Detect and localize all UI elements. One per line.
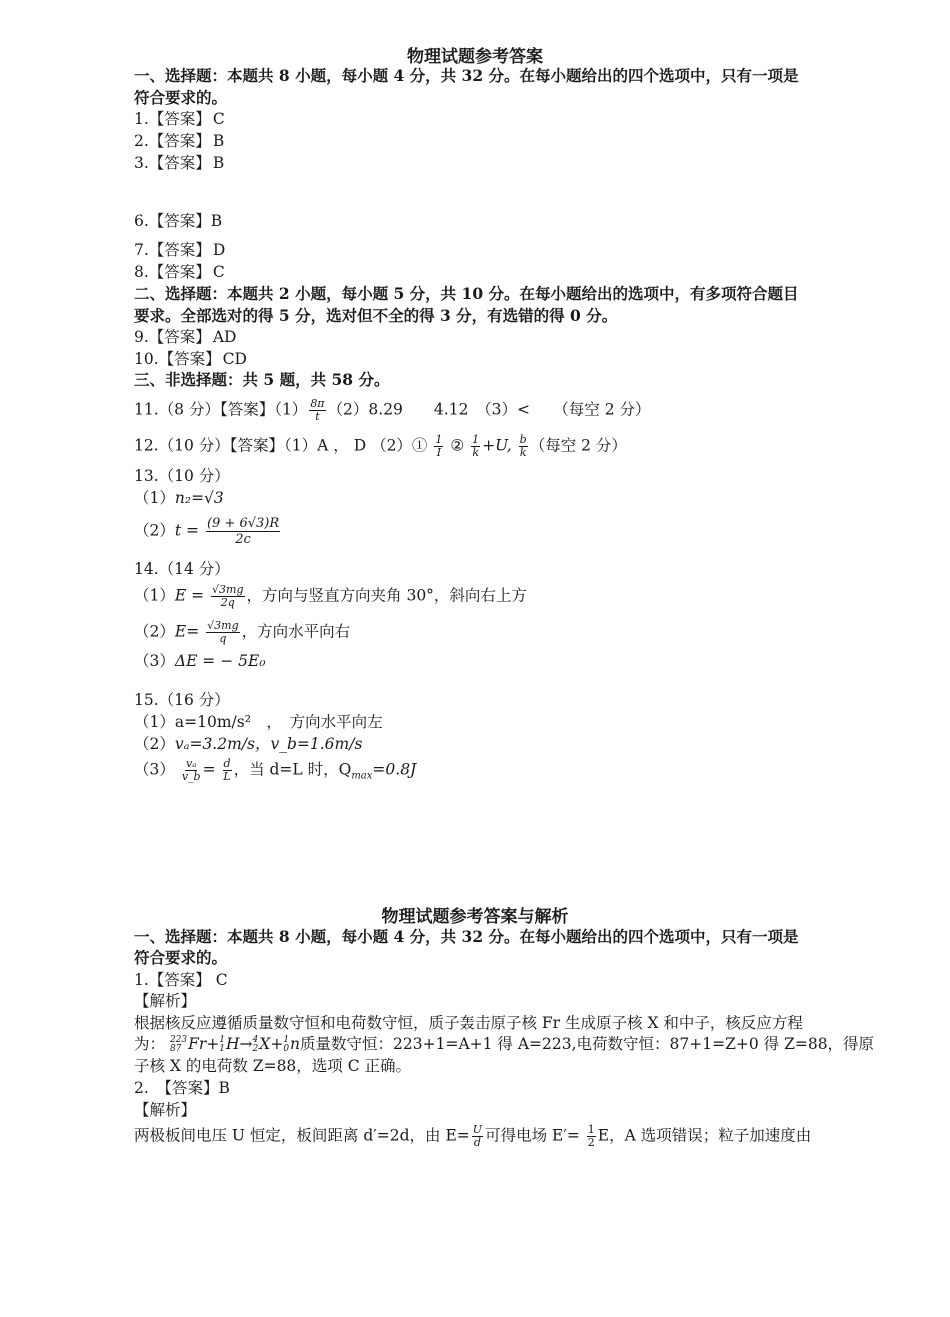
answer-12: 12.（10 分）【答案】（1）A ， D （2）① $\frac{1}{I}$ ② $\frac{1}{k}$ +U, $\frac{b}{k}$ （每空 2 分）	[134, 433, 627, 459]
page-title: 物理试题参考答案	[407, 47, 543, 67]
section-1-heading-cont: 符合要求的。	[134, 88, 228, 107]
fraction: $\frac{\text{vₐ}}{v\_b}$	[181, 757, 201, 783]
question-14-head: 14.（14 分）	[134, 560, 230, 578]
section-1-heading: 一、选择题：本题共 8 小题，每小题 4 分，共 32 分。在每小题给出的四个选项中，只有一项是	[134, 66, 799, 85]
answer-14-1: （1）E = $\frac{√3mg}{2q}$ ，方向与竖直方向夹角 30°，斜向右上方	[134, 583, 527, 609]
fraction: $\frac{U}{d}$	[472, 1123, 483, 1149]
analysis-label-2: 【解析】	[134, 1101, 197, 1119]
fraction: $\frac{b}{k}$	[519, 433, 527, 459]
answer-3: 3.【答案】 B	[134, 154, 225, 172]
section-3-heading: 三、非选择题：共 5 题，共 58 分。	[134, 370, 390, 389]
answer-14-2: （2）E= $\frac{√3mg}{q}$ ，方向水平向右	[134, 619, 351, 645]
answer-6-cut: 6.【答案】B	[134, 212, 223, 230]
analysis-1-line-2: 为： 223 87 Fr+ 1 1 H→ 4 2 X+ 1 0 n质量数守恒：223+1=A+1 得 A=223,电荷数守恒：87+1=Z+0 得 Z=88，得原	[134, 1035, 875, 1054]
section-1-heading-2-cont: 符合要求的。	[134, 948, 228, 967]
fraction: $\frac{√3mg}{q}$	[207, 619, 239, 645]
fraction: $\frac{1}{2}$	[587, 1123, 595, 1149]
page-title-2: 物理试题参考答案与解析	[381, 907, 569, 927]
question-13-head: 13.（10 分）	[134, 467, 230, 485]
answer-15-3: （3） $\frac{\text{vₐ}}{v\_b}$ = $\frac{d}{L}$ ，当 d=L 时，$Q_{max}=0.8J$	[134, 757, 417, 783]
answer-13-1: （1）n₂=√3	[134, 489, 224, 507]
answer-15-1: （1）a=10m/s² ， 方向水平向左	[134, 713, 383, 731]
fraction: $\frac{1}{I}$	[435, 433, 443, 459]
analysis-1-line-3: 子核 X 的电荷数 Z=88，选项 C 正确。	[134, 1057, 412, 1075]
analysis-label-1: 【解析】	[134, 992, 197, 1010]
answer-1-detail: 1.【答案】 C	[134, 971, 228, 989]
section-1-heading-2: 一、选择题：本题共 8 小题，每小题 4 分，共 32 分。在每小题给出的四个选项中，只有一项是	[134, 927, 799, 946]
analysis-2-line-1: 两极板间电压 U 恒定，板间距离 d′=2d，由 E= $\frac{U}{d}$ 可得电场 E′= $\frac{1}{2}$ E，A 选项错误；粒子加速度由	[134, 1123, 812, 1149]
nuclear-equation: 223 87 Fr+ 1 1 H→ 4 2 X+ 1 0 n	[169, 1035, 301, 1054]
answer-7: 7.【答案】 D	[134, 241, 226, 259]
answer-14-3: （3）ΔE = − 5E₀	[134, 652, 266, 670]
analysis-1-line-1: 根据核反应遵循质量数守恒和电荷数守恒，质子轰击原子核 Fr 生成原子核 X 和中子，核反应方程	[134, 1014, 803, 1032]
answer-11: 11.（8 分）【答案】（1） $\frac{8\pi}{t}$ （2）8.29 4.12 （3）< （每空 2 分）	[134, 397, 651, 423]
answer-1: 1.【答案】 C	[134, 110, 225, 128]
answer-8: 8.【答案】 C	[134, 263, 225, 281]
fraction: $\frac{d}{L}$	[223, 757, 231, 783]
fraction: $\frac{1}{k}$	[472, 433, 480, 459]
question-15-head: 15.（16 分）	[134, 691, 230, 709]
answer-10: 10.【答案】 CD	[134, 350, 247, 368]
fraction: $\frac{8\pi}{t}$	[310, 397, 325, 423]
answer-9: 9.【答案】 AD	[134, 328, 237, 346]
section-2-heading: 二、选择题：本题共 2 小题，每小题 5 分，共 10 分。在每小题给出的选项中，有多项符合题目	[134, 284, 799, 303]
answer-2-detail: 2. 【答案】B	[134, 1079, 230, 1097]
fraction: $\frac{(9 + 6√3)R}{2c}$	[206, 516, 280, 547]
answer-15-2: （2）vₐ=3.2m/s，v_b=1.6m/s	[134, 735, 363, 753]
section-2-heading-cont: 要求。全部选对的得 5 分，选对但不全的得 3 分，有选错的得 0 分。	[134, 306, 618, 325]
answer-13-2: （2）t = $\frac{(9 + 6√3)R}{2c}$	[134, 516, 280, 547]
fraction: $\frac{√3mg}{2q}$	[212, 583, 244, 609]
answer-2: 2.【答案】 B	[134, 132, 225, 150]
